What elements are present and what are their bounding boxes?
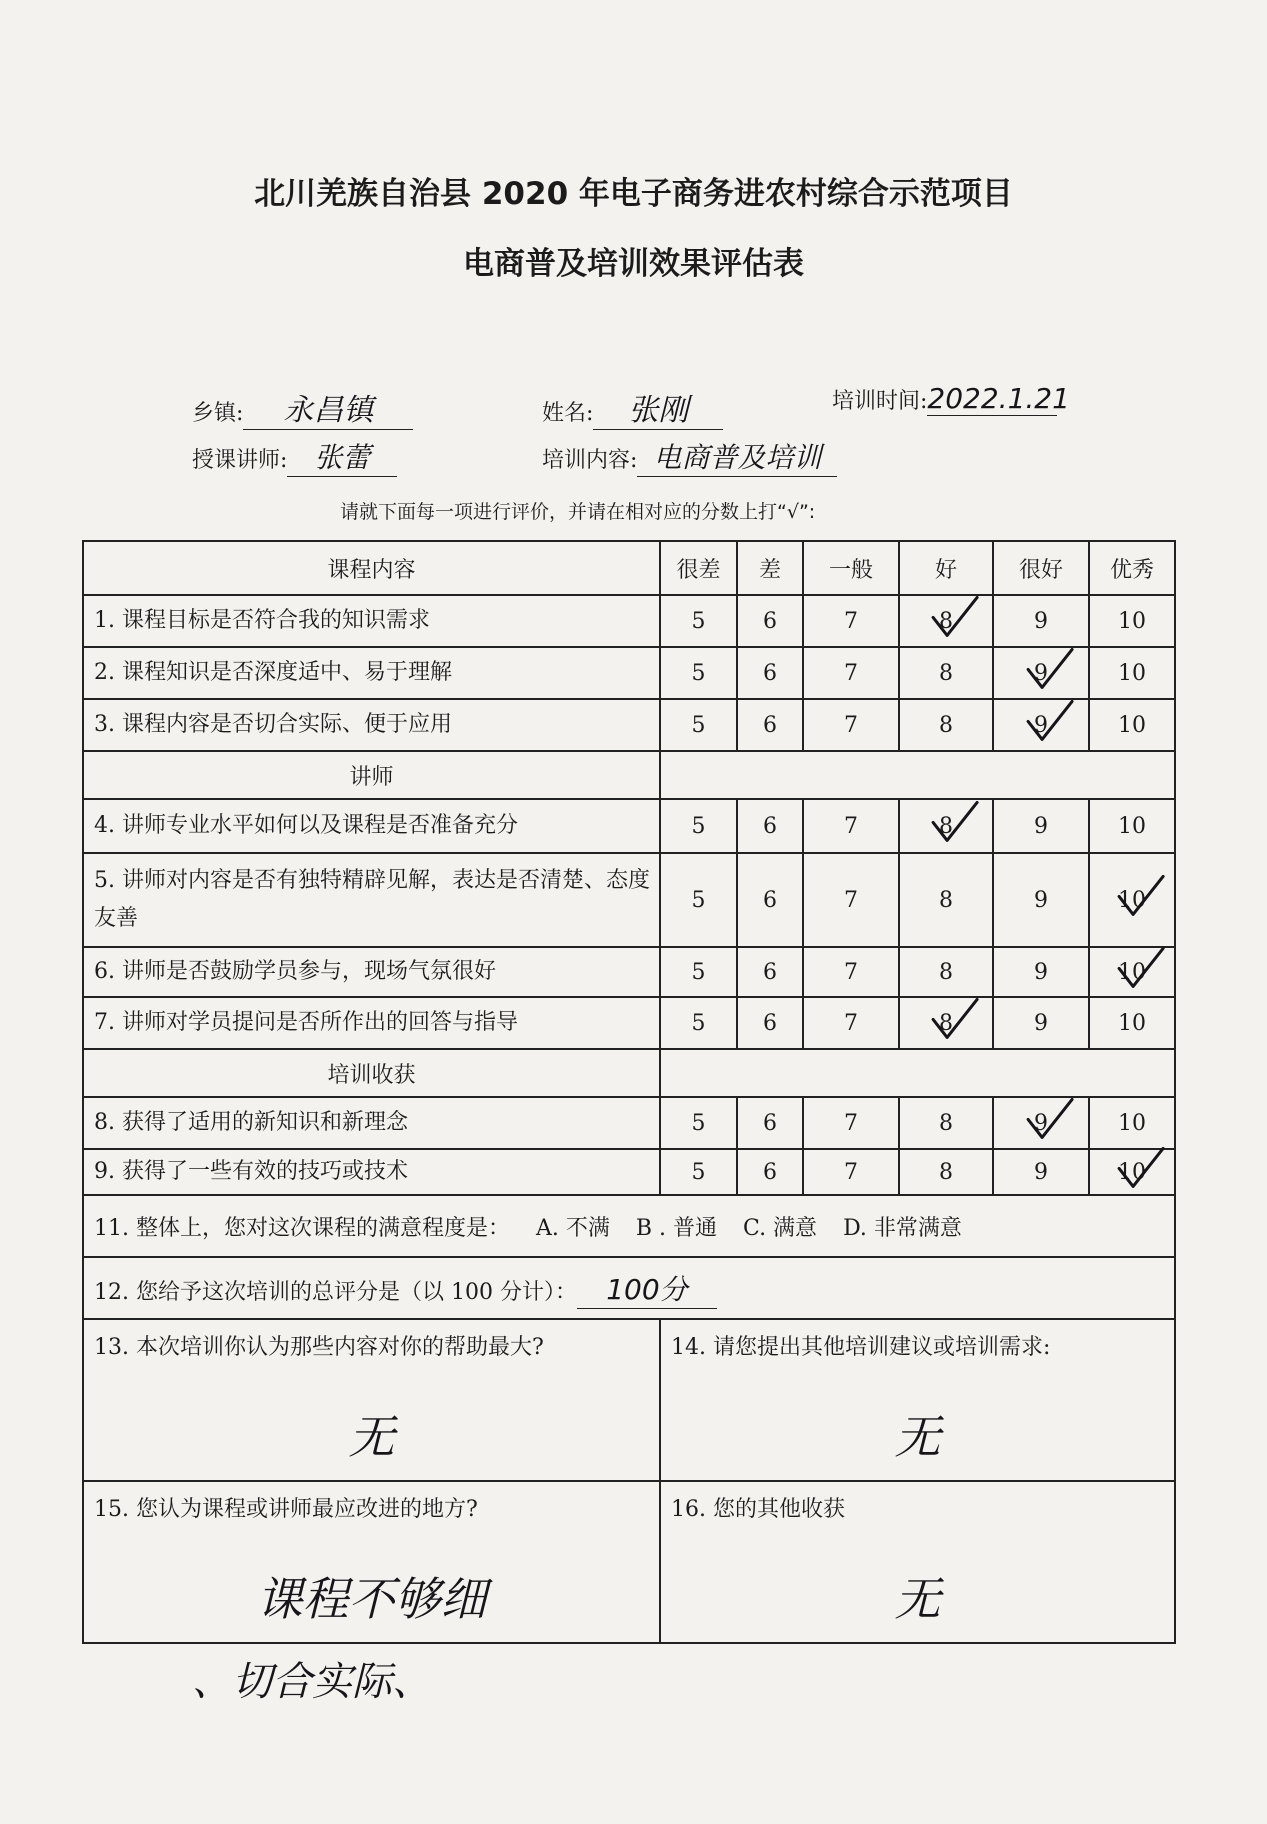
header-cell: 好 bbox=[899, 541, 993, 595]
content-label: 培训内容: bbox=[542, 448, 638, 473]
score-cell[interactable] bbox=[660, 1097, 737, 1149]
score-value: 7 bbox=[844, 660, 858, 686]
question-text: 8. 获得了适用的新知识和新理念 bbox=[83, 1097, 660, 1149]
check-mark-icon bbox=[927, 995, 981, 1041]
time-label: 培训时间: bbox=[832, 389, 928, 414]
question-text: 2. 课程知识是否深度适中、易于理解 bbox=[83, 647, 660, 699]
score-cell[interactable] bbox=[1089, 1149, 1175, 1195]
table-row bbox=[83, 595, 1175, 647]
score-value: 10 bbox=[1118, 959, 1146, 985]
q13-text: 13. 本次培训你认为那些内容对你的帮助最大? bbox=[94, 1335, 544, 1360]
score-value: 7 bbox=[844, 813, 858, 839]
score-value: 8 bbox=[939, 1159, 953, 1185]
score-cell[interactable] bbox=[660, 1149, 737, 1195]
score-value: 5 bbox=[691, 608, 706, 634]
score-cell[interactable] bbox=[993, 1149, 1089, 1195]
score-value: 6 bbox=[763, 660, 777, 686]
question-text: 4. 讲师专业水平如何以及课程是否准备充分 bbox=[83, 799, 660, 853]
score-cell[interactable] bbox=[993, 947, 1089, 997]
lecturer-field bbox=[192, 436, 397, 477]
q12-row bbox=[83, 1257, 1175, 1319]
q15-text: 15. 您认为课程或讲师最应改进的地方? bbox=[94, 1497, 478, 1522]
q16-answer: 无 bbox=[894, 1572, 941, 1626]
question-text: 7. 讲师对学员提问是否所作出的回答与指导 bbox=[83, 997, 660, 1049]
score-cell[interactable] bbox=[899, 1097, 993, 1149]
score-cell[interactable] bbox=[899, 647, 993, 699]
section-title: 培训收获 bbox=[83, 1049, 660, 1097]
section-title: 讲师 bbox=[83, 751, 660, 799]
score-cell[interactable] bbox=[737, 647, 803, 699]
score-value: 5 bbox=[691, 1159, 706, 1185]
score-value: 8 bbox=[939, 1110, 953, 1136]
q11-option[interactable]: B . 普通 bbox=[635, 1215, 718, 1241]
score-cell[interactable] bbox=[803, 997, 899, 1049]
section-blank bbox=[660, 1049, 1175, 1097]
score-cell[interactable] bbox=[1089, 997, 1175, 1049]
score-value: 8 bbox=[939, 887, 953, 913]
score-cell[interactable] bbox=[993, 699, 1089, 751]
section-blank bbox=[660, 751, 1175, 799]
table-row bbox=[83, 997, 1175, 1049]
table-header-row bbox=[83, 541, 1175, 595]
table-row bbox=[83, 799, 1175, 853]
score-cell[interactable] bbox=[1089, 647, 1175, 699]
score-value: 6 bbox=[763, 959, 777, 985]
score-cell[interactable] bbox=[803, 799, 899, 853]
q11-row bbox=[83, 1195, 1175, 1257]
q13-cell[interactable] bbox=[83, 1319, 660, 1481]
score-value: 9 bbox=[1034, 1110, 1048, 1136]
score-value: 9 bbox=[1034, 712, 1048, 738]
score-cell[interactable] bbox=[737, 947, 803, 997]
score-value: 9 bbox=[1034, 608, 1048, 634]
form-title: 北川羌族自治县 2020 年电子商务进农村综合示范项目 bbox=[254, 176, 1013, 212]
score-cell[interactable] bbox=[899, 853, 993, 947]
score-value: 10 bbox=[1118, 712, 1146, 738]
score-value: 9 bbox=[1034, 887, 1048, 913]
score-value: 9 bbox=[1034, 660, 1048, 686]
score-value: 10 bbox=[1118, 887, 1146, 913]
score-cell[interactable] bbox=[660, 853, 737, 947]
header-cell: 很差 bbox=[660, 541, 737, 595]
score-cell[interactable] bbox=[660, 647, 737, 699]
q14-text: 14. 请您提出其他培训建议或培训需求: bbox=[671, 1335, 1051, 1360]
score-value: 9 bbox=[1034, 813, 1048, 839]
score-cell[interactable] bbox=[660, 997, 737, 1049]
town-value: 永昌镇 bbox=[243, 385, 413, 430]
score-value: 10 bbox=[1118, 660, 1146, 686]
score-value: 6 bbox=[763, 1110, 777, 1136]
score-cell[interactable] bbox=[737, 699, 803, 751]
score-cell[interactable] bbox=[993, 799, 1089, 853]
score-value: 6 bbox=[763, 712, 777, 738]
header-cell: 优秀 bbox=[1089, 541, 1175, 595]
score-cell[interactable] bbox=[899, 799, 993, 853]
open-question-row bbox=[83, 1481, 1175, 1643]
score-value: 7 bbox=[844, 887, 858, 913]
score-cell[interactable] bbox=[737, 1097, 803, 1149]
form-subtitle: 电商普及培训效果评估表 bbox=[463, 246, 804, 282]
time-field bbox=[832, 382, 1070, 416]
header-cell: 一般 bbox=[803, 541, 899, 595]
score-cell[interactable] bbox=[1089, 799, 1175, 853]
town-label: 乡镇: bbox=[192, 401, 244, 426]
name-value: 张刚 bbox=[593, 385, 723, 430]
score-value: 8 bbox=[939, 608, 953, 634]
q12-cell bbox=[83, 1257, 1175, 1319]
score-value: 6 bbox=[763, 1010, 777, 1036]
question-text: 1. 课程目标是否符合我的知识需求 bbox=[83, 595, 660, 647]
q12-answer[interactable]: 100分 bbox=[577, 1268, 717, 1309]
score-cell[interactable] bbox=[803, 853, 899, 947]
score-value: 7 bbox=[844, 608, 858, 634]
header-cell: 很好 bbox=[993, 541, 1089, 595]
question-text: 9. 获得了一些有效的技巧或技术 bbox=[83, 1149, 660, 1195]
score-cell[interactable] bbox=[660, 799, 737, 853]
score-cell[interactable] bbox=[1089, 947, 1175, 997]
score-cell[interactable] bbox=[803, 699, 899, 751]
score-cell[interactable] bbox=[1089, 1097, 1175, 1149]
content-value: 电商普及培训 bbox=[637, 436, 837, 477]
section-row bbox=[83, 1049, 1175, 1097]
score-value: 9 bbox=[1034, 959, 1048, 985]
score-cell[interactable] bbox=[993, 997, 1089, 1049]
content-field bbox=[542, 436, 837, 477]
score-cell[interactable] bbox=[993, 853, 1089, 947]
table-row bbox=[83, 1097, 1175, 1149]
score-value: 10 bbox=[1118, 608, 1146, 634]
score-cell[interactable] bbox=[660, 595, 737, 647]
check-mark-icon bbox=[1022, 1095, 1076, 1141]
q12-text: 12. 您给予这次培训的总评分是（以 100 分计）： bbox=[94, 1279, 577, 1305]
score-value: 7 bbox=[844, 1110, 858, 1136]
score-cell[interactable] bbox=[737, 1149, 803, 1195]
evaluation-table bbox=[82, 540, 1176, 1644]
score-value: 8 bbox=[939, 660, 953, 686]
score-cell[interactable] bbox=[899, 997, 993, 1049]
q13-answer: 无 bbox=[348, 1410, 395, 1464]
score-value: 7 bbox=[844, 959, 858, 985]
score-cell[interactable] bbox=[803, 595, 899, 647]
score-cell[interactable] bbox=[803, 647, 899, 699]
score-value: 10 bbox=[1118, 813, 1146, 839]
score-value: 9 bbox=[1034, 1159, 1048, 1185]
score-cell[interactable] bbox=[993, 1097, 1089, 1149]
check-mark-icon bbox=[1022, 645, 1076, 691]
score-cell[interactable] bbox=[737, 853, 803, 947]
score-value: 8 bbox=[939, 813, 953, 839]
q16-text: 16. 您的其他收获 bbox=[671, 1497, 845, 1522]
score-cell[interactable] bbox=[993, 595, 1089, 647]
name-label: 姓名: bbox=[542, 401, 594, 426]
q14-cell[interactable] bbox=[660, 1319, 1175, 1481]
score-cell[interactable] bbox=[660, 699, 737, 751]
instruction-text: 请就下面每一项进行评价，并请在相对应的分数上打“√”: bbox=[340, 501, 816, 523]
q11-text: 11. 整体上，您对这次课程的满意程度是： bbox=[94, 1215, 510, 1241]
lecturer-label: 授课讲师: bbox=[192, 448, 288, 473]
score-cell[interactable] bbox=[803, 1149, 899, 1195]
q14-answer: 无 bbox=[894, 1410, 941, 1464]
score-value: 5 bbox=[691, 813, 706, 839]
check-mark-icon bbox=[927, 593, 981, 639]
score-value: 5 bbox=[691, 1110, 706, 1136]
score-value: 7 bbox=[844, 712, 858, 738]
score-cell[interactable] bbox=[899, 1149, 993, 1195]
score-cell[interactable] bbox=[899, 947, 993, 997]
score-value: 10 bbox=[1118, 1010, 1146, 1036]
score-cell[interactable] bbox=[1089, 595, 1175, 647]
check-mark-icon bbox=[1022, 697, 1076, 743]
header-cell: 差 bbox=[737, 541, 803, 595]
lecturer-value: 张蕾 bbox=[287, 436, 397, 477]
table-row bbox=[83, 647, 1175, 699]
score-cell[interactable] bbox=[803, 947, 899, 997]
score-value: 6 bbox=[763, 1159, 777, 1185]
table-row bbox=[83, 699, 1175, 751]
question-text: 5. 讲师对内容是否有独特精辟见解，表达是否清楚、态度友善 bbox=[83, 853, 660, 947]
score-cell[interactable] bbox=[803, 1097, 899, 1149]
q11-option[interactable]: C. 满意 bbox=[743, 1215, 818, 1241]
score-cell[interactable] bbox=[660, 947, 737, 997]
open-question-row bbox=[83, 1319, 1175, 1481]
score-cell[interactable] bbox=[993, 647, 1089, 699]
score-cell[interactable] bbox=[1089, 853, 1175, 947]
q15-answer: 课程不够细 bbox=[256, 1572, 487, 1626]
score-value: 7 bbox=[844, 1010, 858, 1036]
score-value: 8 bbox=[939, 1010, 953, 1036]
score-value: 5 bbox=[691, 887, 706, 913]
score-value: 6 bbox=[763, 813, 777, 839]
question-text: 6. 讲师是否鼓励学员参与，现场气氛很好 bbox=[83, 947, 660, 997]
name-field bbox=[542, 385, 723, 430]
score-value: 10 bbox=[1118, 1159, 1146, 1185]
header-cell: 课程内容 bbox=[83, 541, 660, 595]
table-row bbox=[83, 853, 1175, 947]
score-value: 8 bbox=[939, 959, 953, 985]
score-cell[interactable] bbox=[1089, 699, 1175, 751]
section-row bbox=[83, 751, 1175, 799]
score-cell[interactable] bbox=[899, 699, 993, 751]
score-cell[interactable] bbox=[899, 595, 993, 647]
score-cell[interactable] bbox=[737, 799, 803, 853]
score-value: 9 bbox=[1034, 1010, 1048, 1036]
score-value: 5 bbox=[691, 959, 706, 985]
score-value: 8 bbox=[939, 712, 953, 738]
town-field bbox=[192, 385, 413, 430]
score-cell[interactable] bbox=[737, 595, 803, 647]
table-row bbox=[83, 1149, 1175, 1195]
score-value: 6 bbox=[763, 608, 777, 634]
table-row bbox=[83, 947, 1175, 997]
q11-cell bbox=[83, 1195, 1175, 1257]
q16-cell[interactable] bbox=[660, 1481, 1175, 1643]
score-value: 6 bbox=[763, 887, 777, 913]
question-text: 3. 课程内容是否切合实际、便于应用 bbox=[83, 699, 660, 751]
time-value: 2022.1.21 bbox=[927, 382, 1070, 415]
score-value: 5 bbox=[691, 660, 706, 686]
q15-cell[interactable] bbox=[83, 1481, 660, 1643]
score-cell[interactable] bbox=[737, 997, 803, 1049]
check-mark-icon bbox=[927, 798, 981, 844]
score-value: 7 bbox=[844, 1159, 858, 1185]
score-value: 5 bbox=[691, 712, 706, 738]
q11-option[interactable]: D. 非常满意 bbox=[843, 1215, 962, 1241]
footnote-handwriting: 、切合实际、 bbox=[192, 1659, 432, 1705]
score-value: 10 bbox=[1118, 1110, 1146, 1136]
q11-option[interactable]: A. 不满 bbox=[535, 1215, 610, 1241]
score-value: 5 bbox=[691, 1010, 706, 1036]
